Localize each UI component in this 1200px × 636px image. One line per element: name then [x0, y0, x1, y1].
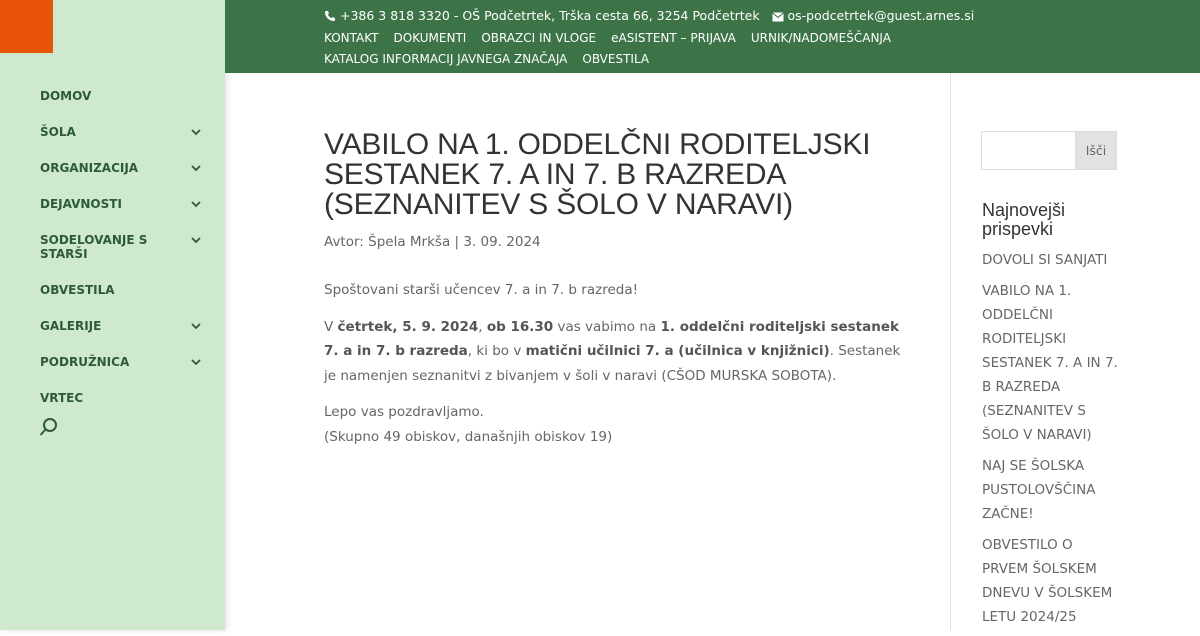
- sidenav-item-galerije[interactable]: GALERIJE: [40, 316, 210, 336]
- recent-posts-list: [982, 248, 1122, 636]
- recent-post-link[interactable]: DOVOLI SI SANJATI: [982, 252, 1108, 268]
- recent-post-link[interactable]: VABILO NA 1. ODDELČNI RODITELJSKI SESTANEK 7. A IN 7. B RAZREDA (SEZNANITEV S ŠOLO V NARAVI): [982, 283, 1118, 443]
- left-sidebar: [0, 0, 225, 630]
- post-greeting: Spoštovani starši učencev 7. a in 7. b razreda!: [324, 282, 639, 298]
- topmenu-urnik[interactable]: URNIK/NADOMEŠČANJA: [750, 31, 891, 45]
- recent-post-link[interactable]: NAJ SE ŠOLSKA PUSTOLOVŠČINA ZAČNE!: [982, 458, 1096, 522]
- school-logo[interactable]: [0, 0, 53, 53]
- main-content: [324, 130, 909, 461]
- phone-address: +386 3 818 3320 - OŠ Podčetrtek, Trška cesta 66, 3254 Podčetrtek: [339, 8, 760, 23]
- sidenav-item-sola[interactable]: ŠOLA: [40, 122, 210, 142]
- phone-icon: [324, 10, 336, 22]
- post-meta: Avtor: Špela Mrkša | 3. 09. 2024: [324, 234, 541, 250]
- topmenu-katalog[interactable]: KATALOG INFORMACIJ JAVNEGA ZNAČAJA: [324, 52, 568, 66]
- recent-post-link[interactable]: OBVESTILO O PRVEM ŠOLSKEM DNEVU V ŠOLSKEM LETU 2024/25: [982, 537, 1113, 625]
- email-link[interactable]: os-podcetrtek@guest.arnes.si: [787, 8, 975, 23]
- post-body: V četrtek, 5. 9. 2024, ob 16.30 vas vabimo na 1. oddelčni roditeljski sestanek 7. a in 7. b razreda, ki bo v matični učilnici 7. a (učilnica v knjižnici). Sestanek je namenjen seznanitvi z bivanjem v šoli v naravi (CŠOD MURSKA SOBOTA).: [324, 318, 901, 384]
- side-navigation: [40, 86, 210, 408]
- top-menu: [324, 28, 944, 70]
- sidenav-item-obvestila[interactable]: OBVESTILA: [40, 283, 115, 297]
- visit-counter: (Skupno 49 obiskov, današnjih obiskov 19): [324, 428, 613, 445]
- chevron-down-icon[interactable]: [190, 198, 202, 210]
- meeting-name: 1. oddelčni roditeljski sestanek 7. a in 7. b razreda: [324, 318, 899, 359]
- topmenu-easistent[interactable]: eASISTENT – PRIJAVA: [611, 31, 736, 45]
- search-button[interactable]: Išči: [1075, 131, 1117, 170]
- mail-icon: [772, 12, 784, 22]
- topmenu-obvestila[interactable]: OBVESTILA: [582, 52, 650, 66]
- sidenav-item-vrtec[interactable]: VRTEC: [40, 391, 84, 405]
- sidenav-item-podruznica[interactable]: PODRUŽNICA: [40, 352, 210, 372]
- meeting-date: četrtek, 5. 9. 2024: [337, 318, 479, 335]
- sidenav-item-dejavnosti[interactable]: DEJAVNOSTI: [40, 194, 210, 214]
- meeting-time: ob 16.30: [486, 318, 554, 335]
- sidenav-item-sodelovanje[interactable]: SODELOVANJE S STARŠI: [40, 230, 210, 264]
- search-input[interactable]: [981, 131, 1077, 170]
- post-title: VABILO NA 1. ODDELČNI RODITELJSKI SESTANEK 7. A IN 7. B RAZREDA (SEZNANITEV S ŠOLO V NARAVI): [324, 128, 871, 221]
- meeting-place: matični učilnici 7. a (učilnica v knjižnici): [525, 343, 830, 359]
- top-header: [225, 0, 1200, 73]
- chevron-down-icon[interactable]: [190, 320, 202, 332]
- topmenu-dokumenti[interactable]: DOKUMENTI: [393, 31, 467, 45]
- topmenu-kontakt[interactable]: KONTAKT: [324, 31, 379, 45]
- chevron-down-icon[interactable]: [190, 126, 202, 138]
- post-closing: Lepo vas pozdravljamo.: [324, 404, 484, 420]
- chevron-down-icon[interactable]: [190, 234, 202, 246]
- chevron-down-icon[interactable]: [190, 162, 202, 174]
- recent-posts-title: Najnovejši prispevki: [982, 200, 1066, 239]
- sidenav-item-organizacija[interactable]: ORGANIZACIJA: [40, 158, 210, 178]
- topmenu-obrazci[interactable]: OBRAZCI IN VLOGE: [481, 31, 597, 45]
- chevron-down-icon[interactable]: [190, 356, 202, 368]
- sidenav-item-domov[interactable]: DOMOV: [40, 89, 92, 103]
- contact-info: [324, 8, 974, 23]
- search-icon[interactable]: [39, 417, 59, 437]
- content-divider: [950, 73, 951, 630]
